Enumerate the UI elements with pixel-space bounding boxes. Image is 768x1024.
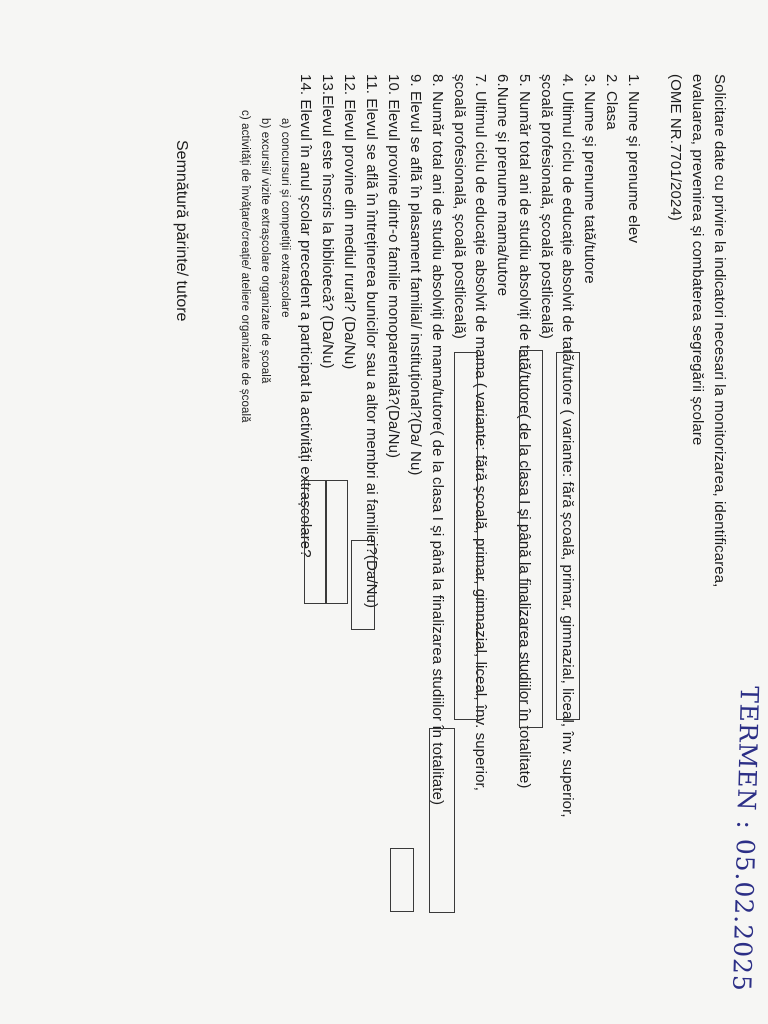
answer-box-library-enrollment[interactable] xyxy=(304,480,326,604)
answer-box-father-name[interactable] xyxy=(556,352,580,720)
header-line-2: evaluarea, prevenirea și combaterea segregării școlare xyxy=(689,74,706,446)
header-line-3: (OME NR.7701/2024) xyxy=(667,74,684,221)
question-7-continued: școală profesională, școală postliceală) xyxy=(451,74,468,339)
question-10: 10. Elevul provine dintr-o familie monoparentală?(Da/Nu) xyxy=(385,74,402,459)
answer-box-father-study-years[interactable] xyxy=(519,350,543,728)
answer-box-single-parent-family[interactable] xyxy=(351,540,375,630)
question-1: 1. Nume și prenume elev xyxy=(625,74,642,244)
question-3: 3. Nume și prenume tată/tutore xyxy=(581,74,598,284)
question-5: 5. Număr total ani de studiu absolviți de tată/tutore( de la clasa I și până la finalizarea studiilor în totalitate) xyxy=(516,74,533,789)
question-14-option-b: b) excursii/ vizite extrașcolare organizate de școală xyxy=(259,118,271,384)
deadline-handwritten: TERMEN : 05.02.2025 xyxy=(727,685,764,993)
question-14: 14. Elevul în anul școlar precedent a participat la activități extrașcolare? xyxy=(297,74,314,558)
answer-box-mother-study-years[interactable] xyxy=(390,848,414,912)
answer-box-mother-education[interactable] xyxy=(429,728,455,913)
question-7: 7. Ultimul ciclu de educație absolvit de mama ( variante: fără școală, primar, gimnazial, liceal, înv. superior, xyxy=(472,74,489,792)
question-11: 11. Elevul se află în întreținerea bunicilor sau a altor membri ai familiei?(Da/Nu) xyxy=(363,74,380,609)
answer-box-mother-name[interactable] xyxy=(454,352,478,720)
answer-box-rural-origin[interactable] xyxy=(326,480,348,604)
question-9: 9. Elevul se află în plasament familial/ instituțional?(Da/ Nu) xyxy=(407,74,424,476)
parent-signature-label: Semnătură părinte/ tutore xyxy=(173,140,190,322)
question-4-continued: școală profesională, școală postliceală) xyxy=(538,74,555,339)
question-8: 8. Număr total ani de studiu absolviți de mama/tutore( de la clasa I și până la finalizarea studiilor în totalitate) xyxy=(429,74,446,806)
header-line-1: Solicitare date cu privire la indicatori necesari la monitorizarea, identificarea, xyxy=(711,74,728,588)
question-2: 2. Clasa xyxy=(603,74,620,130)
question-14-option-a: a) concursuri și competiții extrașcolare xyxy=(279,118,291,318)
question-6: 6.Nume și prenume mama/tutore xyxy=(494,74,511,297)
question-14-option-c: c) activități de învățare/creație/ ateliere organizate de școală xyxy=(239,110,251,423)
question-13: 13.Elevul este înscris la bibliotecă? (Da/Nu) xyxy=(319,74,336,369)
question-12: 12. Elevul provine din mediul rural? (Da/Nu) xyxy=(341,74,358,370)
question-4: 4. Ultimul ciclu de educație absolvit de tată/tutore ( variante: fără școală, primar, gimnazial, liceal, înv. superior, xyxy=(559,74,576,818)
